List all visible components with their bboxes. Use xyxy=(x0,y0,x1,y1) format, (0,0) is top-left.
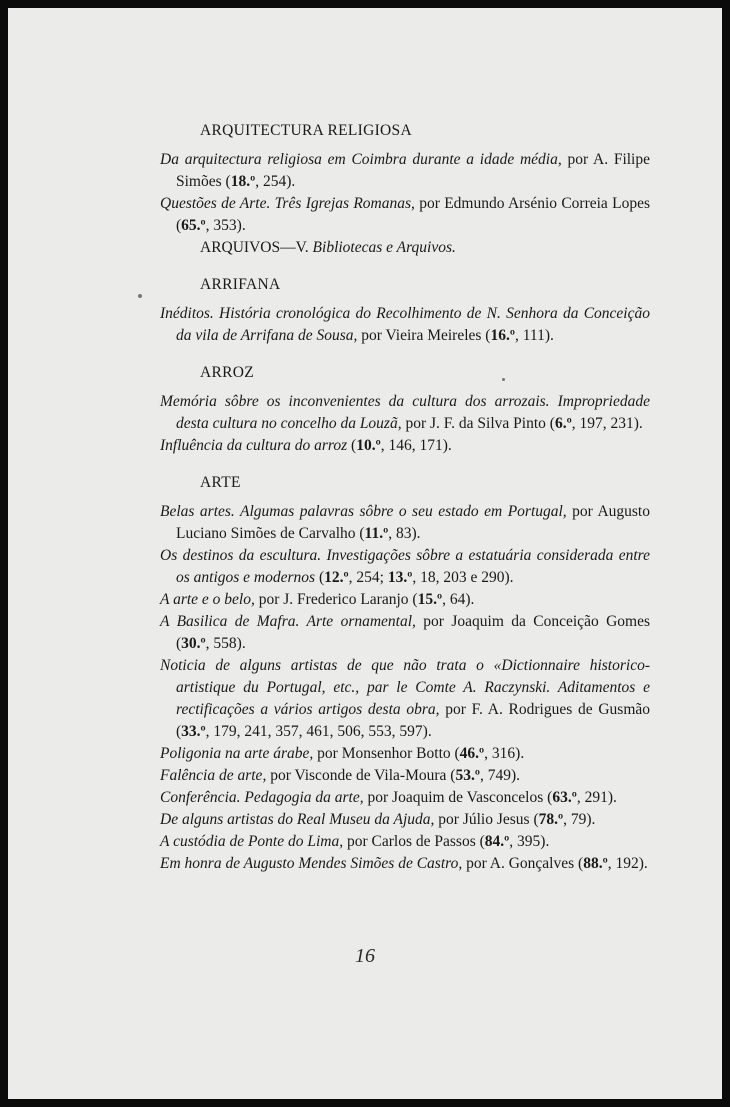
entry-volume: 46.º xyxy=(459,745,485,762)
entry-title: Belas artes. Algumas palavras sôbre o seu estado em Portugal, xyxy=(160,503,567,520)
entry-title: Falência de arte, xyxy=(160,767,267,784)
entry-volume: 53.º xyxy=(455,767,480,784)
entry-title: Memória sôbre os inconvenientes da cultura dos arrozais. Impropriedade desta cultura no concelho da Louzã, xyxy=(160,393,650,432)
index-entry xyxy=(160,435,650,457)
entry-title: Da arquitectura religiosa em Coimbra durante a idade média, xyxy=(160,151,562,168)
entry-list xyxy=(160,149,650,237)
entry-author: ( xyxy=(347,437,357,454)
index-entry xyxy=(160,391,650,435)
entry-volume: 10.º xyxy=(356,437,381,454)
entry-author: por Augusto Luciano Simões de Carvalho ( xyxy=(176,503,650,542)
entry-volume: 11.º xyxy=(364,525,389,542)
entry-pages: , 749). xyxy=(479,767,520,784)
index-entry xyxy=(160,743,650,765)
entry-pages: , 316). xyxy=(484,745,525,762)
entry-title: Influência da cultura do arroz xyxy=(160,437,348,454)
entry-pages: , 254; xyxy=(348,569,388,586)
entry-author: por F. A. Rodrigues de Gusmão ( xyxy=(176,701,650,740)
entry-volume: 33.º xyxy=(181,723,206,740)
section-arte xyxy=(160,472,650,875)
entry-volume: 6.º xyxy=(554,415,572,432)
index-entry xyxy=(160,303,650,347)
section-heading: ARRIFANA xyxy=(200,276,281,293)
index-content xyxy=(160,120,650,875)
entry-pages: , 192). xyxy=(607,855,648,872)
entry-volume: 15.º xyxy=(417,591,443,608)
index-entry xyxy=(160,611,650,655)
index-entry xyxy=(160,831,650,853)
entry-author: por Edmundo Arsénio Correia Lopes ( xyxy=(176,195,650,234)
entry-author: por J. Frederico Laranjo ( xyxy=(254,591,418,608)
entry-title: Poligonia na arte árabe, xyxy=(160,745,314,762)
entry-title: De alguns artistas do Real Museu da Ajuda, xyxy=(160,811,435,828)
section-heading: ARQUITECTURA RELIGIOSA xyxy=(200,122,412,139)
entry-volume: 18.º xyxy=(230,173,256,190)
entry-author: por Visconde de Vila-Moura ( xyxy=(266,767,456,784)
entry-title: A custódia de Ponte do Lima, xyxy=(160,833,344,850)
entry-author: por Joaquim de Vasconcelos ( xyxy=(363,789,553,806)
entry-author: por Joaquim da Conceição Gomes ( xyxy=(176,613,650,652)
entry-pages: , 291). xyxy=(576,789,617,806)
entry-author: ( xyxy=(315,569,325,586)
entry-pages: , 111). xyxy=(514,327,554,344)
entry-title: Conferência. Pedagogia da arte, xyxy=(160,789,364,806)
entry-title: Em honra de Augusto Mendes Simões de Castro, xyxy=(160,855,463,872)
entry-volume: 16.º xyxy=(490,327,515,344)
index-entry xyxy=(160,787,650,809)
index-entry xyxy=(160,501,650,545)
entry-pages: , 254). xyxy=(255,173,296,190)
section-arrifana xyxy=(160,274,650,347)
entry-volume: 65.º xyxy=(181,217,206,234)
entry-title: A Basilica de Mafra. Arte ornamental, xyxy=(160,613,416,630)
entry-volume: 13.º xyxy=(387,569,413,586)
speck-mark xyxy=(138,294,142,298)
entry-title: Questões de Arte. Três Igrejas Romanas, xyxy=(160,195,415,212)
entry-pages: , 395). xyxy=(509,833,550,850)
entry-pages: , 83). xyxy=(388,525,421,542)
index-entry xyxy=(160,853,650,875)
entry-volume: 84.º xyxy=(484,833,510,850)
entry-author: por Carlos de Passos ( xyxy=(343,833,485,850)
index-entry xyxy=(160,809,650,831)
document-page xyxy=(8,8,722,1099)
section-heading: ARROZ xyxy=(200,364,255,381)
entry-list xyxy=(160,501,650,875)
entry-pages: , 558). xyxy=(205,635,246,652)
entry-author: por A. Gonçalves ( xyxy=(462,855,584,872)
entry-pages: , 197, 231). xyxy=(571,415,643,432)
entry-author: por Júlio Jesus ( xyxy=(434,811,539,828)
entry-title: Inéditos. História cronológica do Recolhimento de N. Senhora da Conceição da vila de Arrifana de Sousa, xyxy=(160,305,650,344)
entry-title: Os destinos da escultura. Investigações sôbre a estatuária considerada entre os antigos e modernos xyxy=(160,547,650,586)
entry-list xyxy=(160,391,650,457)
section-arroz xyxy=(160,362,650,457)
index-entry xyxy=(160,655,650,743)
entry-author: por Vieira Meireles ( xyxy=(357,327,491,344)
entry-pages: , 18, 203 e 290). xyxy=(412,569,514,586)
entry-volume: 30.º xyxy=(181,635,206,652)
entry-pages: , 146, 171). xyxy=(380,437,452,454)
index-entry xyxy=(160,589,650,611)
cross-reference-target: Bibliotecas e Arquivos. xyxy=(312,239,456,256)
entry-pages: , 64). xyxy=(442,591,475,608)
entry-author: por J. F. da Silva Pinto ( xyxy=(401,415,555,432)
entry-author: por A. Filipe Simões ( xyxy=(176,151,650,190)
entry-title: A arte e o belo, xyxy=(160,591,255,608)
entry-volume: 63.º xyxy=(552,789,577,806)
entry-author: por Monsenhor Botto ( xyxy=(313,745,460,762)
section-arquitectura-religiosa xyxy=(160,120,650,259)
entry-list xyxy=(160,303,650,347)
entry-volume: 78.º xyxy=(538,811,564,828)
cross-reference-text: ARQUIVOS—V. xyxy=(200,239,313,256)
index-entry xyxy=(160,765,650,787)
index-entry xyxy=(160,545,650,589)
entry-volume: 88.º xyxy=(583,855,608,872)
entry-volume: 12.º xyxy=(324,569,349,586)
index-entry xyxy=(160,193,650,237)
entry-pages: , 353). xyxy=(205,217,246,234)
index-entry xyxy=(160,149,650,193)
entry-pages: , 79). xyxy=(563,811,596,828)
cross-reference xyxy=(160,237,650,259)
page-number: 16 xyxy=(355,945,375,967)
entry-title: Noticia de alguns artistas de que não trata o «Dictionnaire historico-artistique du Portugal, etc., par le Comte A. Raczynski. Aditamentos e rectificações a vários artigos desta obra, xyxy=(160,657,650,718)
section-heading: ARTE xyxy=(200,474,241,491)
entry-pages: , 179, 241, 357, 461, 506, 553, 597). xyxy=(205,723,432,740)
